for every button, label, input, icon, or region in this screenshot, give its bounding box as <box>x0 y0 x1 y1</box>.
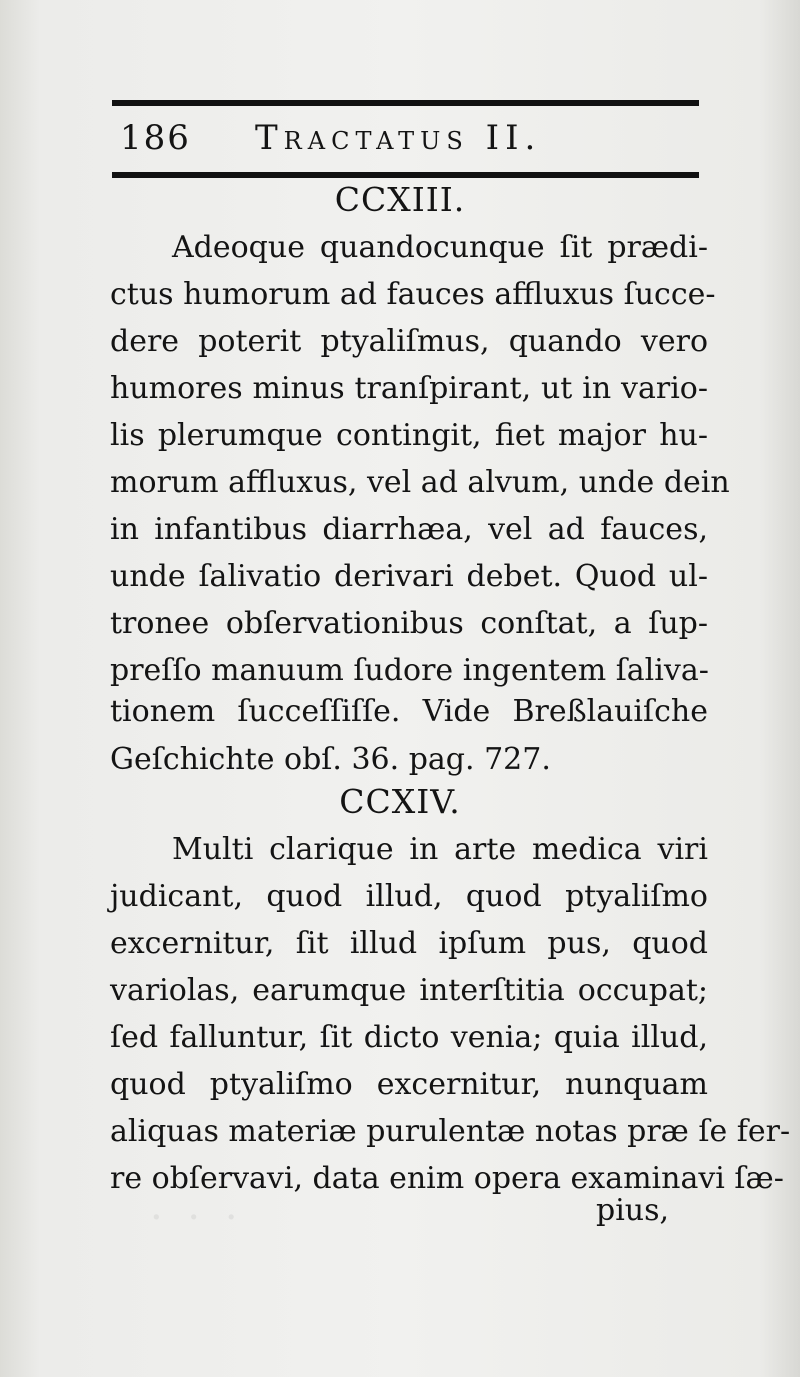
text-line: humores minus tranſpirant, ut in vario- <box>110 371 708 406</box>
text-line: ſed falluntur, ſit dicto venia; quia illud, <box>110 1020 708 1055</box>
running-title: Tractatus II. <box>255 118 542 158</box>
text-line: lis plerumque contingit, fiet major hu- <box>110 418 708 453</box>
text-line: morum affluxus, vel ad alvum, unde dein <box>110 465 730 500</box>
text-line: excernitur, ſit illud ipſum pus, quod <box>110 926 708 961</box>
text-line: quod ptyaliſmo excernitur, nunquam <box>110 1067 708 1102</box>
text-line: judicant, quod illud, quod ptyaliſmo <box>110 879 708 914</box>
text-line: dere poterit ptyaliſmus, quando vero <box>110 324 708 359</box>
section-heading-ccxiii: CCXIII. <box>334 180 466 219</box>
section-heading-ccxiv: CCXIV. <box>339 782 461 821</box>
text-line: Multi clarique in arte medica viri <box>172 832 708 867</box>
text-line: aliquas materiæ purulentæ notas præ ſe fer- <box>110 1114 791 1149</box>
text-line: tronee obſervationibus conſtat, a ſup- <box>110 606 708 641</box>
page-header <box>120 112 680 160</box>
header-rule-top <box>112 100 699 106</box>
text-line: Adeoque quandocunque ſit prædi- <box>172 230 708 265</box>
bleed-through-text: · · · <box>150 1195 244 1241</box>
page-number: 186 <box>120 118 191 158</box>
text-line: variolas, earumque interſtitia occupat; <box>110 973 708 1008</box>
text-line: tionem ſucceſſiſſe. Vide Breßlauiſche <box>110 694 708 729</box>
text-line: ctus humorum ad fauces affluxus ſucce- <box>110 277 716 312</box>
text-line: preſſo manuum ſudore ingentem ſaliva- <box>110 653 709 688</box>
text-line: re obſervavi, data enim opera examinavi ſæ- <box>110 1161 784 1196</box>
catchword: pius, <box>596 1193 670 1228</box>
text-line: in infantibus diarrhæa, vel ad fauces, <box>110 512 708 547</box>
header-rule-bottom <box>112 172 699 178</box>
text-line: unde ſalivatio derivari debet. Quod ul- <box>110 559 708 594</box>
text-line: Geſchichte obſ. 36. pag. 727. <box>110 742 551 777</box>
